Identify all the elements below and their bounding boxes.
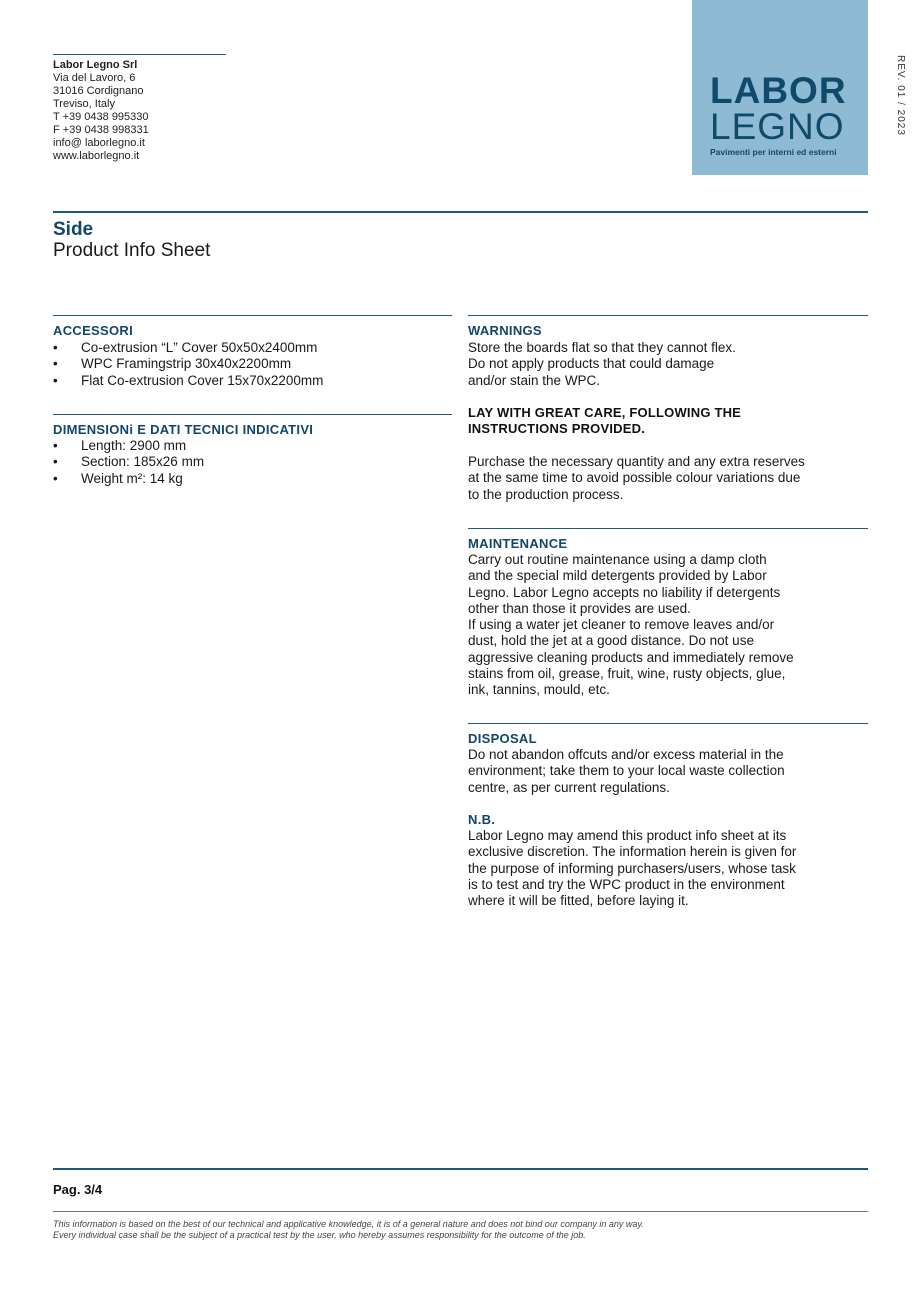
company-info	[53, 59, 149, 163]
text-line: Purchase the necessary quantity and any extra reserves	[468, 454, 805, 469]
text-line: other than those it provides are used.	[468, 600, 691, 616]
accessori-divider	[53, 315, 452, 316]
company-email: info@ laborlegno.it	[53, 137, 145, 149]
nb-text	[468, 828, 868, 909]
text-line: is to test and try the WPC product in the environment	[468, 876, 785, 892]
text-line: exclusive discretion. The information herein is given for	[468, 844, 797, 860]
text-line: centre, as per current regulations.	[468, 779, 670, 795]
text-line: If using a water jet cleaner to remove leaves and/or	[468, 617, 775, 633]
text-line: Legno. Labor Legno accepts no liability if detergents	[468, 584, 781, 600]
maintenance-text	[468, 552, 868, 699]
text-line: dust, hold the jet at a good distance. Do not use	[468, 633, 754, 649]
text-line: Do not abandon offcuts and/or excess material in the	[468, 747, 784, 762]
list-item: • Co-extrusion “L” Cover 50x50x2400mm	[53, 340, 452, 356]
text-line: environment; take them to your local waste collection	[468, 763, 785, 779]
dimensioni-heading: DIMENSIONi E DATI TECNICI INDICATIVI	[53, 422, 314, 437]
nb-heading: N.B.	[468, 812, 496, 827]
disposal-divider	[468, 723, 868, 724]
disclaimer-line: This information is based on the best of our technical and applicative knowledge, it is of a general nature and does not bind our company in any way.	[53, 1219, 644, 1229]
maintenance-divider	[468, 528, 868, 529]
text-line: INSTRUCTIONS PROVIDED.	[468, 421, 646, 437]
logo-line-2: LEGNO	[710, 106, 845, 147]
logo-tagline: Pavimenti per interni ed esterni	[710, 147, 837, 157]
warnings-heading: WARNINGS	[468, 323, 542, 338]
dimensioni-list	[53, 438, 452, 487]
company-name: Labor Legno Srl	[53, 59, 138, 71]
accessori-heading: ACCESSORI	[53, 323, 133, 338]
company-address: Via del Lavoro, 6	[53, 72, 136, 84]
revision-label: REV. 01 / 2023	[895, 55, 906, 136]
document-type: Product Info Sheet	[53, 240, 211, 261]
text-line: Store the boards flat so that they cannot flex.	[468, 340, 736, 355]
text-line: and the special mild detergents provided by Labor	[468, 568, 767, 584]
text-line: where it will be fitted, before laying it.	[468, 893, 689, 909]
warnings-extra	[468, 454, 868, 503]
list-item: • Weight m²: 14 kg	[53, 471, 452, 487]
text-line: Do not apply products that could damage	[468, 356, 715, 372]
disposal-heading: DISPOSAL	[468, 731, 537, 746]
disclaimer-line: Every individual case shall be the subject of a practical test by the user, who hereby assumes responsibility for the outcome of the job.	[53, 1230, 586, 1240]
disposal-text	[468, 747, 868, 796]
text-line: Carry out routine maintenance using a damp cloth	[468, 552, 767, 567]
list-item: • Section: 185x26 mm	[53, 454, 452, 470]
text-line: Labor Legno may amend this product info sheet at its	[468, 828, 787, 843]
list-item: • WPC Framingstrip 30x40x2200mm	[53, 356, 452, 372]
text-line: and/or stain the WPC.	[468, 372, 601, 388]
list-item: • Length: 2900 mm	[53, 438, 452, 454]
list-item: • Flat Co-extrusion Cover 15x70x2200mm	[53, 373, 452, 389]
footer-divider	[53, 1168, 868, 1170]
dimensioni-divider	[53, 414, 452, 415]
text-line: LAY WITH GREAT CARE, FOLLOWING THE	[468, 405, 742, 420]
logo-line-1: LABOR	[710, 70, 847, 111]
text-line: stains from oil, grease, fruit, wine, rusty objects, glue,	[468, 666, 786, 682]
warnings-emphasis	[468, 405, 868, 438]
page-number: Pag. 3/4	[53, 1182, 103, 1197]
company-city: 31016 Cordignano	[53, 85, 144, 97]
title-divider	[53, 211, 868, 213]
company-fax: F +39 0438 998331	[53, 124, 149, 136]
text-line: the purpose of informing purchasers/users, whose task	[468, 860, 796, 876]
product-name: Side	[53, 219, 94, 240]
brand-logo	[692, 0, 868, 175]
text-line: at the same time to avoid possible colour variations due	[468, 470, 801, 486]
disclaimer-divider	[53, 1211, 868, 1212]
accessori-list	[53, 340, 452, 389]
warnings-divider	[468, 315, 868, 316]
company-divider	[53, 54, 226, 55]
warnings-text	[468, 340, 868, 389]
company-region: Treviso, Italy	[53, 98, 115, 110]
maintenance-heading: MAINTENANCE	[468, 536, 568, 551]
text-line: aggressive cleaning products and immediately remove	[468, 649, 794, 665]
text-line: to the production process.	[468, 486, 624, 502]
company-phone: T +39 0438 995330	[53, 111, 149, 123]
company-website: www.laborlegno.it	[53, 150, 140, 162]
text-line: ink, tannins, mould, etc.	[468, 682, 610, 698]
disclaimer	[53, 1219, 644, 1241]
